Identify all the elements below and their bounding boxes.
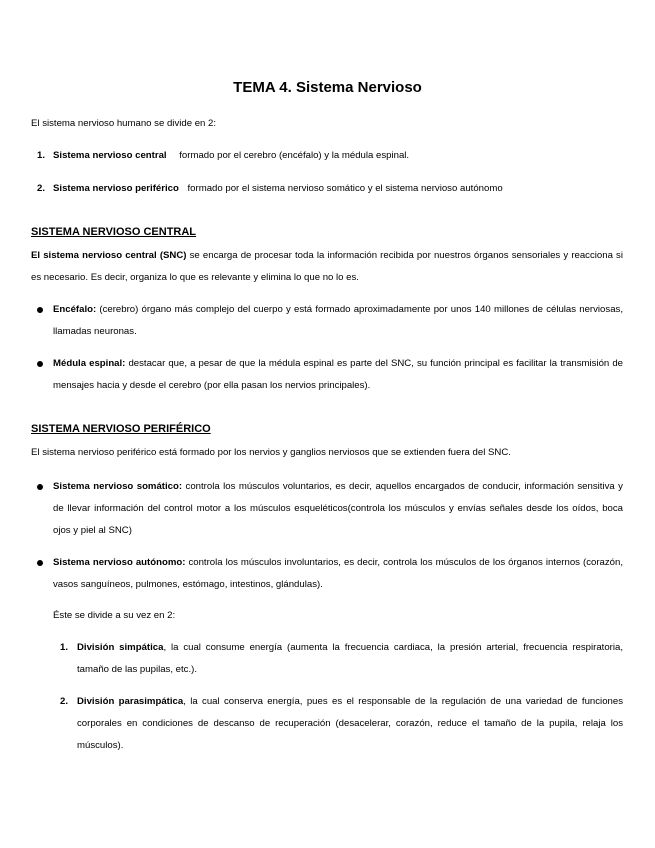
intro-text: El sistema nervioso humano se divide en 2: [31,118,217,129]
sub-item-2-number: 2. [60,696,69,707]
division-1-text: formado por el cerebro (encéfalo) y la médula espinal. [179,150,410,161]
simpatica-term: División simpática [77,642,164,653]
bullet-dot [37,307,43,313]
parasimpatica-term: División parasimpática [77,696,184,707]
division-2 [53,178,503,200]
bullet-dot [37,560,43,566]
snc-heading: SISTEMA NERVIOSO CENTRAL [31,226,197,238]
bullet-dot [37,361,43,367]
simpatica-text: , la cual consume energía (aumenta la frecuencia cardiaca, la presión arterial, frecuencia respiratoria, tamaño de las pupilas, etc.). [77,642,623,675]
division-1-term: Sistema nervioso central [53,150,167,161]
division-2-number: 2. [37,183,46,194]
medula-text: destacar que, a pesar de que la médula espinal es parte del SNC, su función principal es facilitar la transmisión de mensajes hacia y desde el cerebro (por ella pasan los nervios principales). [53,358,624,391]
division-1 [53,145,409,167]
snc-lead [31,245,623,289]
division-1-number: 1. [37,150,46,161]
snc-bullet-encefalo [53,299,623,343]
bullet-dot [37,484,43,490]
sub-intro: Éste se divide a su vez en 2: [53,610,176,621]
page-title: TEMA 4. Sistema Nervioso [233,79,422,96]
autonomo-text: controla los músculos involuntarios, es decir, controla los músculos de los órganos internos (corazón, vasos sanguíneos, pulmones, estómago, intestinos, glándulas). [53,557,623,590]
parasimpatica-text: , la cual conserva energía, pues es el responsable de la regulación de una variedad de funciones corporales en condiciones de descanso de recuperación (desacelerar, corazón, reduce el tamaño de la pupila, relaja los músculos). [77,696,623,751]
medula-term: Médula espinal: [53,358,126,369]
encefalo-term: Encéfalo: [53,304,97,315]
autonomo-term: Sistema nervioso autónomo: [53,557,186,568]
sub-item-simpatica [77,637,623,681]
snc-lead-text: se encarga de procesar toda la información recibida por nuestros órganos sensoriales y reacciona si es necesario. Es decir, organiza lo que es relevante y elimina lo que no lo es. [31,250,623,283]
snp-bullet-somatico [53,476,623,542]
snp-heading: SISTEMA NERVIOSO PERIFÉRICO [31,423,211,435]
snc-bullet-medula [53,353,623,397]
somatico-text: controla los músculos voluntarios, es decir, aquellos encargados de conducir, información sensitiva y de llevar información del control motor a los músculos esqueléticos(controla los músculos y envías señales desde los oídos, boca ojos y piel al SNC) [53,481,623,536]
encefalo-text: (cerebro) órgano más complejo del cuerpo y está formado aproximadamente por unos 140 millones de células nerviosas, llamadas neuronas. [53,304,623,337]
snc-lead-term: El sistema nervioso central (SNC) [31,250,187,261]
sub-item-1-number: 1. [60,642,69,653]
division-2-term: Sistema nervioso periférico [53,183,179,194]
snp-lead: El sistema nervioso periférico está formado por los nervios y ganglios nerviosos que se extienden fuera del SNC. [31,447,511,458]
sub-item-parasimpatica [77,691,623,757]
somatico-term: Sistema nervioso somático: [53,481,183,492]
division-2-text: formado por el sistema nervioso somático y el sistema nervioso autónomo [187,183,503,194]
snp-bullet-autonomo [53,552,623,596]
